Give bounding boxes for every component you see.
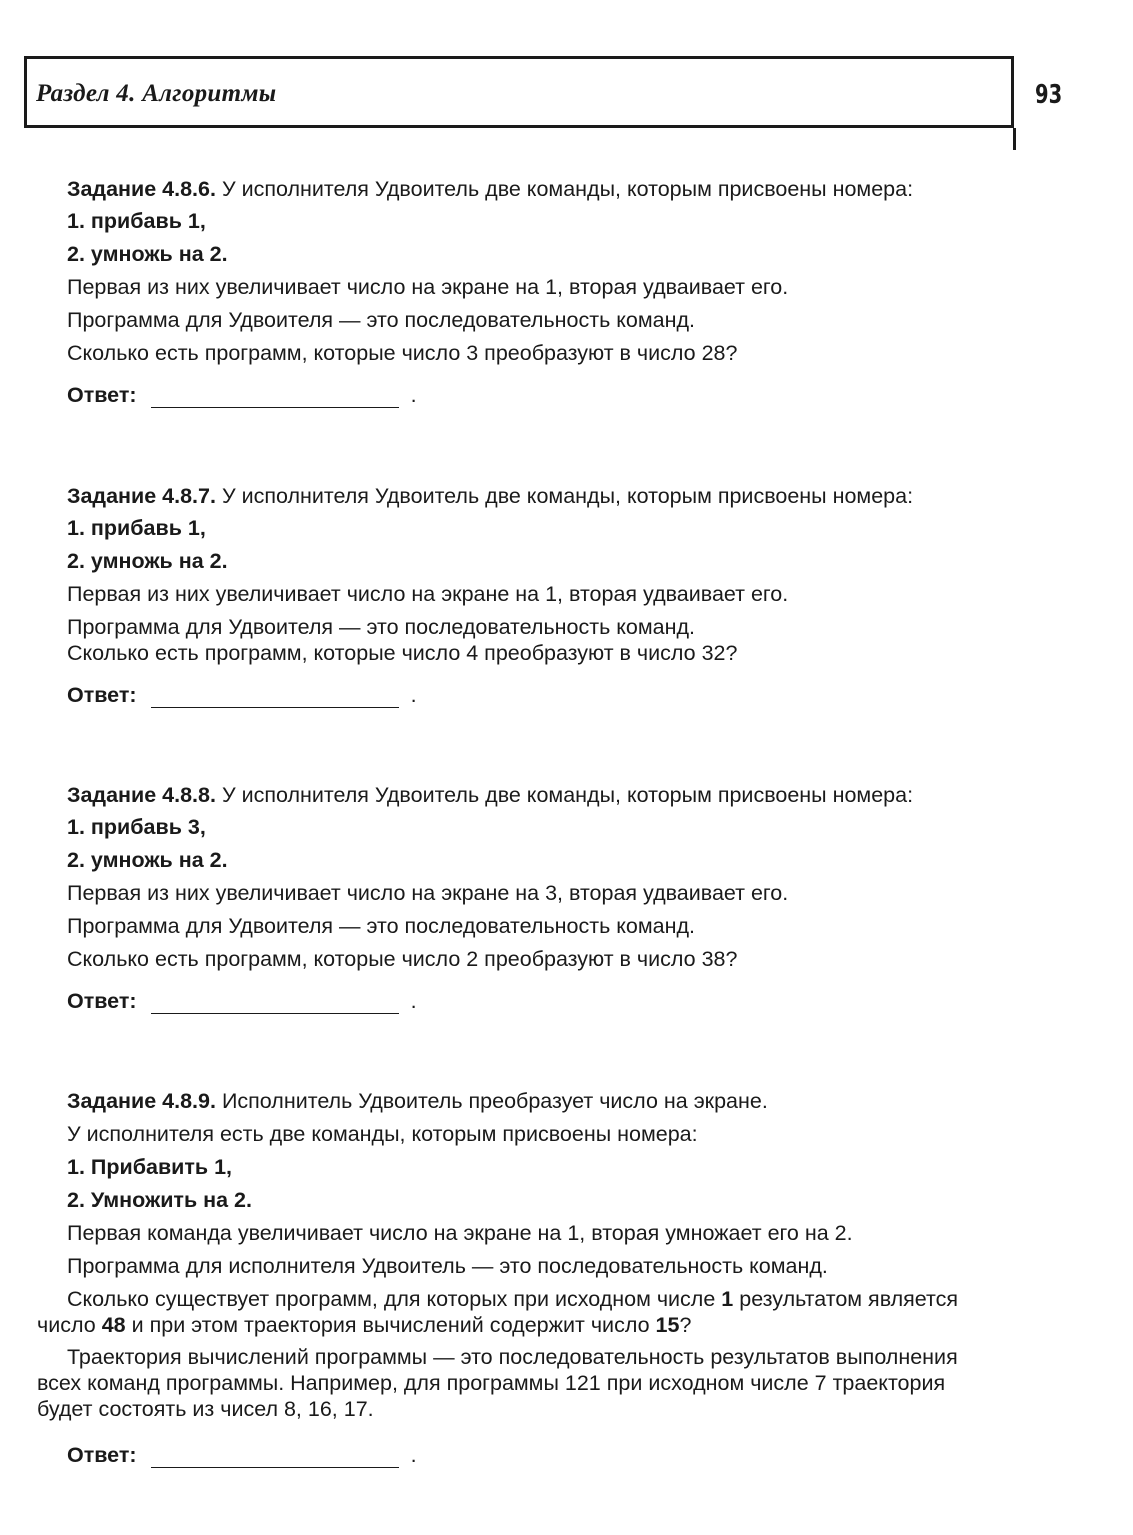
header-divider [1013,128,1016,150]
start-value: 1 [721,1287,734,1311]
answer-field[interactable] [151,385,399,408]
command-2: 2. умножь на 2. [67,549,228,573]
answer-field[interactable] [151,991,399,1014]
task-id: Задание 4.8.7. [67,484,216,508]
answer-end: . [410,383,417,407]
command-2: 2. Умножить на 2. [67,1188,252,1212]
task-4-8-6 [37,176,987,408]
task-id: Задание 4.8.9. [67,1089,216,1113]
task-intro: Задание 4.8.9. Исполнитель Удвоитель преобразует число на экране. [67,1089,768,1113]
task-question: Сколько есть программ, которые число 4 преобразуют в число 32? [67,641,738,665]
task-4-8-9 [37,1088,987,1468]
task-text: Первая из них увеличивает число на экране на 1, вторая удваивает его. [67,275,789,299]
task-text: Программа для Удвоителя — это последовательность команд. [67,914,695,938]
section-title: Раздел 4. Алгоритмы [36,80,277,107]
command-1: 1. прибавь 3, [67,815,206,839]
trajectory-note: Траектория вычислений программы — это последовательность результатов выполнения всех команд программы. Например, для программы 121 при исходном числе 7 траектория будет состоять из чисел 8, 16, 17. [37,1345,958,1421]
answer-field[interactable] [151,1445,399,1468]
task-text: Первая команда увеличивает число на экране на 1, вторая умножает его на 2. [67,1221,853,1245]
task-question: Сколько есть программ, которые число 3 преобразуют в число 28? [67,341,738,365]
command-1: 1. прибавь 1, [67,209,206,233]
task-intro: Задание 4.8.7. У исполнителя Удвоитель две команды, которым присвоены номера: [67,484,914,508]
answer-label: Ответ: [67,1443,137,1467]
command-1: 1. Прибавить 1, [67,1155,233,1179]
command-1: 1. прибавь 1, [67,516,206,540]
task-4-8-8 [37,782,987,1014]
contains-value: 15 [655,1313,680,1337]
task-text: Программа для исполнителя Удвоитель — это последовательность команд. [67,1254,828,1278]
answer-row [37,382,987,408]
command-2: 2. умножь на 2. [67,848,228,872]
answer-row [37,1442,987,1468]
task-intro: Задание 4.8.8. У исполнителя Удвоитель две команды, которым присвоены номера: [67,783,914,807]
task-id: Задание 4.8.6. [67,177,216,201]
answer-end: . [410,1443,417,1467]
task-question: Сколько есть программ, которые число 2 преобразуют в число 38? [67,947,738,971]
task-question: Сколько существует программ, для которых при исходном числе 1 результатом является число 48 и при этом траектория вычислений содержит число 15? [37,1287,959,1337]
answer-end: . [410,683,417,707]
answer-label: Ответ: [67,989,137,1013]
page-number: 93 [1035,80,1063,110]
answer-field[interactable] [151,685,399,708]
task-intro-2: У исполнителя есть две команды, которым присвоены номера: [67,1122,698,1146]
command-2: 2. умножь на 2. [67,242,228,266]
task-text: Программа для Удвоителя — это последовательность команд. [67,308,695,332]
answer-row [37,988,987,1014]
answer-row [37,682,987,708]
answer-end: . [410,989,417,1013]
task-id: Задание 4.8.8. [67,783,216,807]
task-text: Программа для Удвоителя — это последовательность команд. [67,615,695,639]
task-text: Первая из них увеличивает число на экране на 3, вторая удваивает его. [67,881,789,905]
task-4-8-7 [37,483,987,708]
task-intro: Задание 4.8.6. У исполнителя Удвоитель две команды, которым присвоены номера: [67,177,914,201]
task-text: Первая из них увеличивает число на экране на 1, вторая удваивает его. [67,582,789,606]
end-value: 48 [101,1313,126,1337]
answer-label: Ответ: [67,383,137,407]
answer-label: Ответ: [67,683,137,707]
